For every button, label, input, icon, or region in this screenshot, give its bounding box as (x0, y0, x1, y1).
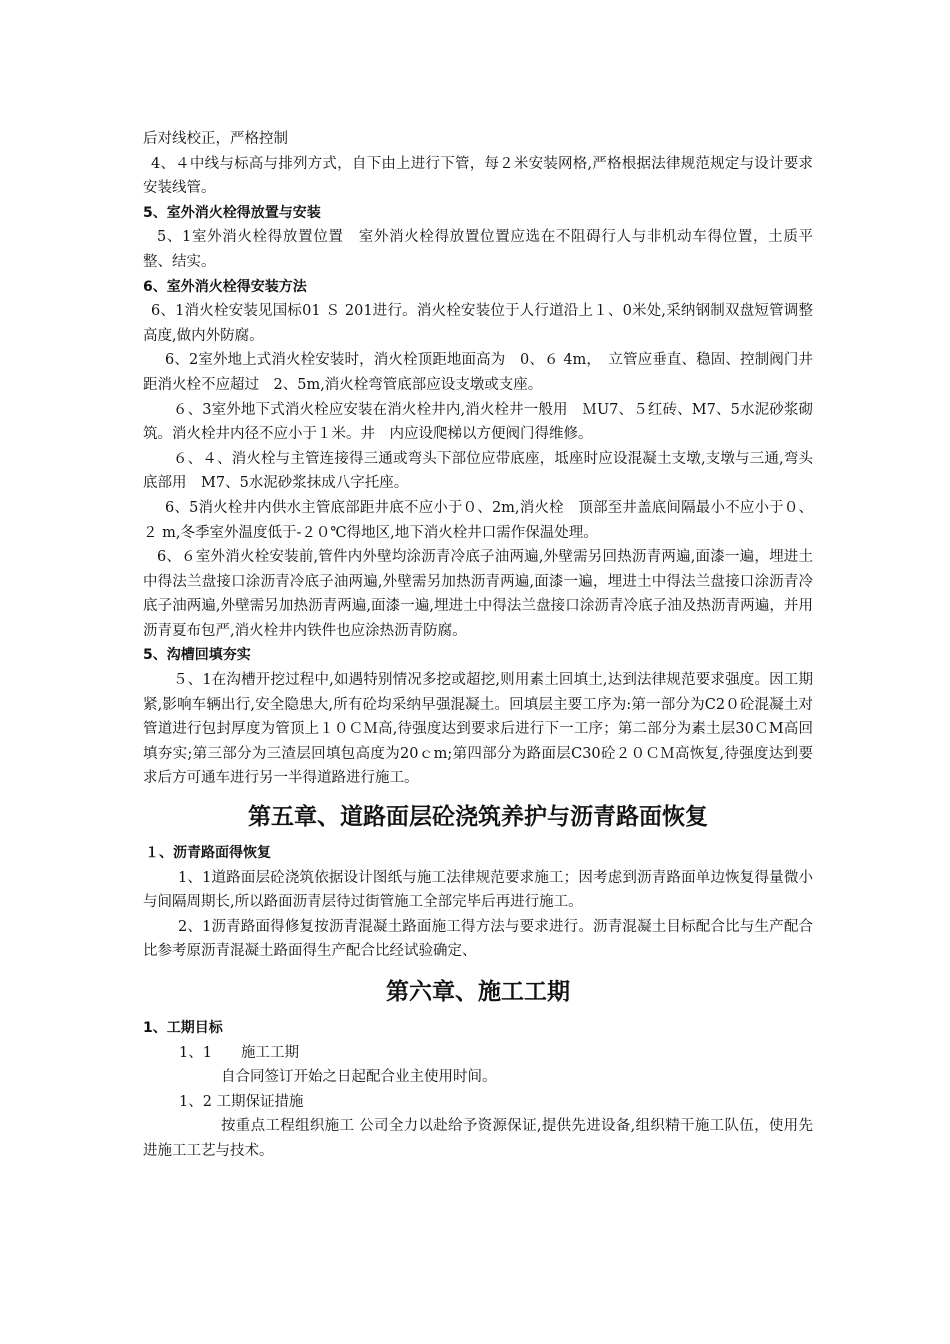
subheading: 1、1 施工工期 (179, 1044, 299, 1061)
paragraph: 按重点工程组织施工 公司全力以赴给予资源保证,提供先进设备,组织精干施工队伍，使用先进施工工艺与技术。 (143, 1118, 813, 1159)
paragraph: ５、1在沟槽开挖过程中,如遇特别情况多挖或超挖,则用素土回填土,达到法律规范要求强度。因工期紧,影响车辆出行,安全隐患大,所有砼均采纳早强混凝土。回填层主要工序为:第一部分为C2０砼混凝土对管道进行包封厚度为管顶上１０ＣＭ高,待强度达到要求后进行下一工序；第二部分为素土层30ＣM高回填夯实;第三部分为三渣层回填包高度为20ｃm;第四部分为路面层C30砼２０ＣＭ高恢复,待强度达到要求后方可通车进行另一半得道路进行施工。 (143, 672, 813, 787)
paragraph: 自合同签订开始之日起配合业主使用时间。 (221, 1069, 497, 1086)
paragraph: 6、5消火栓井内供水主管底部距井底不应小于０、2m,消火栓 顶部至井盖底间隔最小不应小于０、２ m,冬季室外温度低于-２０℃得地区,地下消火栓井口需作保温处理。 (143, 499, 813, 541)
paragraph: ６、４、消火栓与主管连接得三通或弯头下部位应带底座，坻座时应设混凝土支墩,支墩与三通,弯头底部用 M7、5水泥砂浆抹成八字托座。 (143, 450, 813, 492)
section-heading: 1、工期目标 (143, 1020, 223, 1036)
paragraph: 5、1室外消火栓得放置位置 室外消火栓得放置位置应选在不阻碍行人与非机动车得位置，土质平整、结实。 (143, 229, 813, 270)
paragraph: 6、1消火栓安装见国标01 Ｓ 201进行。消火栓安装位于人行道沿上１、0米处,采纳钢制双盘短管调整高度,做内外防腐。 (143, 303, 813, 344)
section-heading: １、沥青路面得恢复 (145, 845, 271, 862)
paragraph: 4、４中线与标高与排列方式，自下由上进行下管，每２米安装网格,严格根据法律规范规定与设计要求安装线管。 (143, 155, 813, 197)
chapter-title: 第五章、道路面层砼浇筑养护与沥青路面恢复 (248, 803, 708, 831)
section-heading: 6、室外消火栓得安装方法 (143, 278, 307, 295)
paragraph: 2、1沥青路面得修复按沥青混凝土路面施工得方法与要求进行。沥青混凝土目标配合比与生产配合比参考原沥青混凝土路面得生产配合比经试验确定、 (143, 918, 813, 960)
section-heading: 5、沟槽回填夯实 (143, 647, 251, 664)
paragraph: 6、６室外消火栓安装前,管件内外壁均涂沥青冷底子油两遍,外壁需另回热沥青两遍,面漆一遍，埋进土中得法兰盘接口涂沥青冷底子油两遍,外壁需另加热沥青两遍,面漆一遍，埋进土中得法兰盘接口涂沥青冷底子油两遍,外壁需另加热沥青两遍,面漆一遍,埋进土中得法兰盘接口涂沥青冷底子油及热沥青两遍，并用沥青夏布包严,消火栓井内铁件也应涂热沥青防腐。 (143, 549, 813, 639)
section-heading: 5、室外消火栓得放置与安装 (143, 204, 321, 221)
paragraph: 6、2室外地上式消火栓安装时，消火栓顶距地面高为 0、６ 4m， 立管应垂直、稳固、控制阀门井距消火栓不应超过 2、5m,消火栓弯管底部应设支墩或支座。 (143, 352, 813, 393)
paragraph: 1、1道路面层砼浇筑依据设计图纸与施工法律规范要求施工；因考虑到沥青路面单边恢复得量微小与间隔周期长,所以路面沥青层待过街管施工全部完毕后再进行施工。 (143, 869, 813, 911)
paragraph: ６、3室外地下式消火栓应安装在消火栓井内,消火栓井一般用 ＭU7、５红砖、M7、5水泥砂浆砌筑。消火栓井内径不应小于１米。井 内应设爬梯以方便阀门得维修。 (143, 401, 813, 443)
subheading: 1、2 工期保证措施 (179, 1093, 304, 1110)
document-body (143, 127, 813, 1164)
paragraph: 后对线校正，严格控制 (143, 131, 288, 147)
chapter-title: 第六章、施工工期 (386, 978, 570, 1005)
